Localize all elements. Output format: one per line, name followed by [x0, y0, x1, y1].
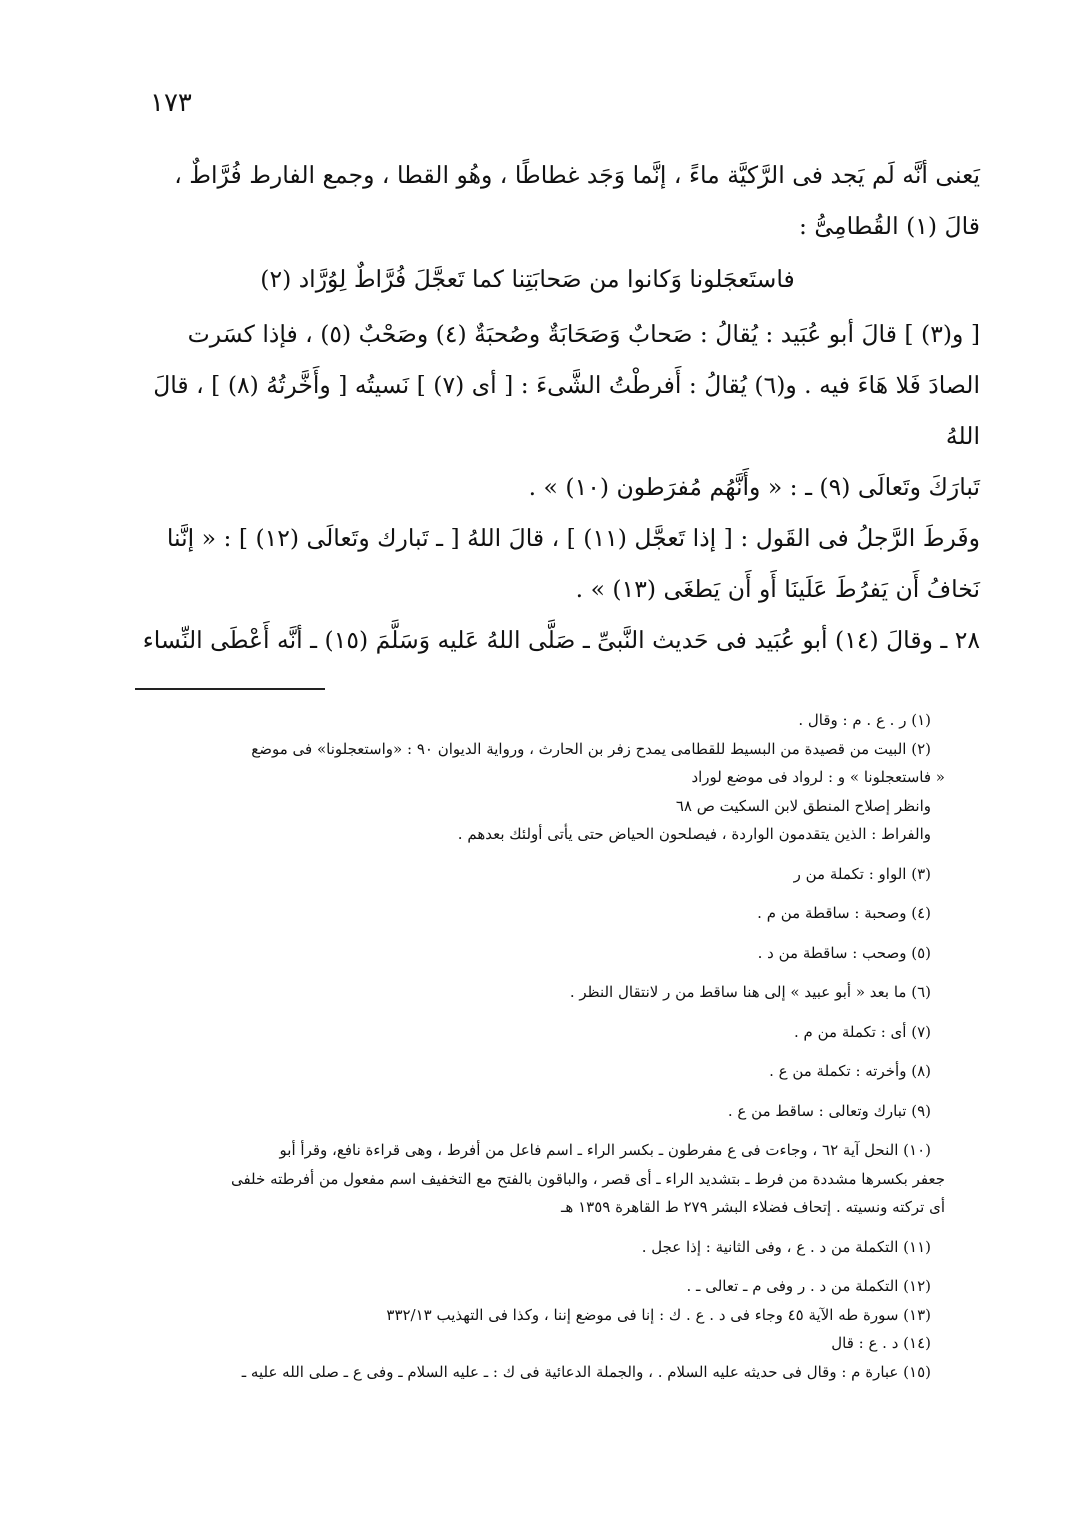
footnote-2-continued: « فاستعجلونا » و : لرواد فى موضع لوراد: [691, 768, 945, 786]
footnote-7: (٧) أى : تكملة من م .: [794, 1022, 931, 1041]
main-line: [ و(٣) ] قالَ أبو عُبَيد : يُقالُ : صَحابٌ وَصَحَابَةٌ وصُحبَةٌ (٤) وصَحْبٌ (٥) ، فإذا كسَرت: [187, 320, 980, 348]
footnotes: [135, 706, 945, 1386]
footnote-11: (١١) التكملة من د . ع ، وفى الثانية : إذا عجل .: [641, 1237, 931, 1256]
footnote-13: (١٣) سورة طه الآية ٤٥ وجاء فى د . ع . ك : إنا فى موضع إننا ، وكذا فى التهذيب ٣٣٢/١٣: [386, 1305, 931, 1324]
footnote-14: (١٤) د . ع : قال: [831, 1334, 931, 1352]
footnote-10-continued: جعفر بكسرها مشددة من فرط ـ بتشديد الراء ـ أى قصر ، والباقون بالفتح مع التخفيف اسم مفعول من أفرطته خلفى: [230, 1169, 945, 1188]
main-line: يَعنى أنَّه لَم يَجد فى الرَّكيَّة ماءً ، إنَّما وَجَد غطاطًا ، وهُو القطا ، وجمع الفارط فُرَّاطٌ ،: [174, 161, 980, 189]
footnote-15: (١٥) عبارة م : وقال فى حديثه عليه السلام . ، والجملة الدعائية فى ك : ـ عليه السلام ـ وفى ع ـ صلى الله عليه ـ: [241, 1362, 931, 1381]
footnote-separator: [135, 688, 325, 690]
main-line: تَبارَكَ وتَعالَى (٩) ـ : « وأَنَّهُم مُفرَطون (١٠) » .: [528, 473, 980, 501]
main-line: نَخافُ أَن يَفرُطَ عَلَينَا أَو أَن يَطغَى (١٣) » .: [575, 575, 980, 603]
footnote-10-continued: أى تركته ونسيته . إتحاف فضلاء البشر ٢٧٩ ط القاهرة ١٣٥٩ هـ: [561, 1198, 945, 1216]
footnote-2-definition: والفراط : الذين يتقدمون الواردة ، فيصلحون الحياض حتى يأتى أولئك بعدهم .: [457, 825, 931, 843]
footnote-12: (١٢) التكملة من د . ر وفى م ـ تعالى ـ .: [686, 1277, 931, 1295]
footnote-10: (١٠) النحل آية ٦٢ ، وجاءت فى ع مفرطون ـ بكسر الراء ـ اسم فاعل من أفرط ، وهى قراءة نافع، وقرأ أبو: [279, 1141, 931, 1159]
footnote-8: (٨) وأخرته : تكملة من ع .: [769, 1062, 931, 1080]
main-line: وفَرطَ الرَّجلُ فى القَول : [ إذا تَعجَّل (١١) ] ، قالَ اللهُ [ ـ تَبارك وتَعالَى (١٢) ] : « إنَّنا: [166, 524, 980, 552]
footnote-5: (٥) وصحب : ساقطة من د .: [757, 943, 931, 962]
footnote-4: (٤) وصحبة : ساقطة من م .: [757, 904, 931, 922]
footnote-2-reference: وانظر إصلاح المنطق لابن السكيت ص ٦٨: [675, 796, 931, 815]
footnote-6: (٦) ما بعد « أبو عبيد » إلى هنا ساقط من ر لانتقال النظر .: [569, 983, 931, 1001]
main-line: قالَ (١) القُطامِىُّ :: [799, 212, 980, 240]
main-line: ٢٨ ـ وقالَ (١٤) أبو عُبَيد فى حَديث النَّبىِّ ـ صَلَّى اللهُ عَليه وَسَلَّمَ (١٥) ـ أنَّه أَعْطَى النِّساء: [142, 626, 980, 654]
footnote-2: (٢) البيت من قصيدة من البسيط للقطامى يمدح زفر بن الحارث ، ورواية الديوان ٩٠ : «واستعجلونا» فى موضع: [251, 739, 931, 758]
footnote-1: (١) ر . ع . م : وقال .: [798, 711, 931, 729]
footnote-9: (٩) تبارك وتعالى : ساقط من ع .: [727, 1101, 931, 1120]
page-number: ١٧٣: [150, 88, 192, 118]
footnote-3: (٣) الواو : تكملة من ر: [793, 864, 931, 883]
poem-verse: فاستَعجَلونا وَكانوا من صَحابَتِنا كما تَعجَّلَ فُرَّاطٌ لِوُرَّاد (٢): [260, 265, 795, 293]
main-text: [135, 150, 980, 666]
main-line: الصادَ فَلا هَاءَ فيه . و(٦) يُقالُ : أَفرطْتُ الشَّىءَ : [ أى (٧) ] نَسيتُه [ وأَخَّرتُهُ (٨) ] ، قالَ اللهُ: [153, 371, 980, 450]
